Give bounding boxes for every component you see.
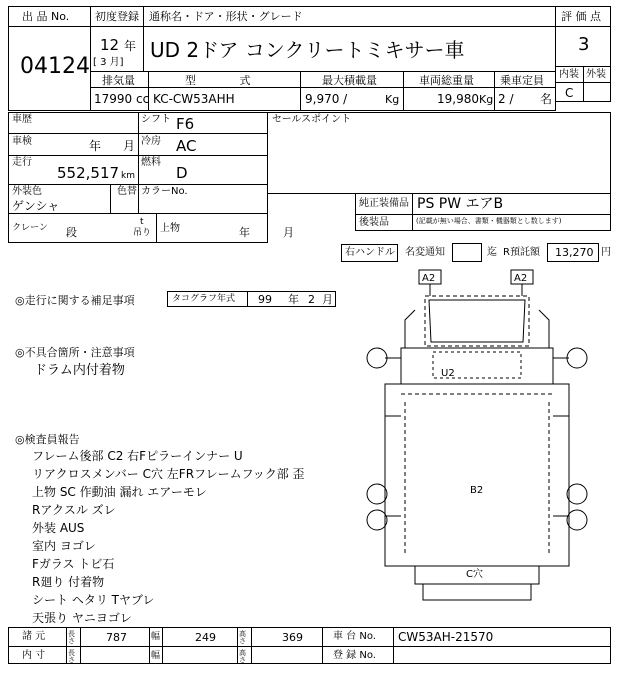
inner-length-label: 長さ <box>68 649 75 665</box>
width-value: 249 <box>195 631 216 644</box>
inspection-month-unit: 月 <box>123 139 136 153</box>
first-reg-month: [ 3 月] <box>93 57 124 68</box>
ac-label: 冷房 <box>141 136 161 147</box>
chassis-label: 車 台 No. <box>333 631 376 642</box>
inspector-line: 天張り ヤニヨゴレ <box>32 611 132 625</box>
inner-width-label: 幅 <box>151 651 161 661</box>
length-value: 787 <box>106 631 127 644</box>
eval-score: 3 <box>578 34 590 55</box>
load-month-unit: 月 <box>283 226 294 239</box>
inspector-line: 外装 AUS <box>32 521 85 535</box>
first-reg-year: 12 <box>100 36 120 54</box>
aftermarket-note: (記載が無い場合、書類・機器類とし数します) <box>416 217 562 225</box>
capacity-label: 乗車定員 <box>500 74 544 87</box>
defect-line: ドラム内付着物 <box>34 363 125 378</box>
recycle-label: R預託額 <box>503 247 540 258</box>
capacity-unit: 名 <box>540 92 553 106</box>
mileage-unit: km <box>121 171 135 181</box>
sales-point-label: セールスポイント <box>272 114 352 125</box>
inspector-line: フレーム後部 C2 右Fピラーインナー U <box>32 449 243 463</box>
meter-change-box <box>452 243 482 262</box>
disp-label: 排気量 <box>102 74 135 87</box>
inspector-title: ◎検査員報告 <box>15 433 80 446</box>
height-value: 369 <box>282 631 303 644</box>
inner-dim-label: 内 寸 <box>22 650 46 661</box>
crane-dan: 段 <box>66 226 77 239</box>
height-label: 高さ <box>239 630 246 646</box>
vehicle-name: UD 2ドア コンクリートミキサー車 <box>150 38 465 62</box>
mileage-label: 走行 <box>12 157 32 168</box>
load-year-unit: 年 <box>239 226 250 239</box>
inspector-line: リアクロスメンバー C穴 左FRフレームフック部 歪 <box>32 467 305 481</box>
gvw: 19,980 <box>437 92 479 106</box>
interior-grade: C <box>565 86 574 100</box>
chassis-number: CW53AH-21570 <box>398 630 494 644</box>
load-label: 上物 <box>160 223 180 234</box>
a2-right-label: A2 <box>514 273 528 284</box>
inspector-line: シート ヘタリ Tヤブレ <box>32 593 155 607</box>
width-label: 幅 <box>151 632 161 642</box>
shift-label: シフト <box>141 114 171 125</box>
color-label: 外装色 <box>12 186 42 197</box>
tacho-month: 2 <box>308 293 315 306</box>
capacity: 2 / <box>498 92 514 106</box>
inspection-year-unit: 年 <box>89 139 102 153</box>
ac-value: AC <box>176 137 197 155</box>
lot-number: 04124 <box>20 54 90 79</box>
maxload-label: 最大積載量 <box>322 74 377 87</box>
a2-left-label: A2 <box>422 273 436 284</box>
model-code: KC-CW53AHH <box>153 92 235 106</box>
b2-label: B2 <box>470 485 484 496</box>
tacho-year: 99 <box>258 293 272 306</box>
length-label: 長さ <box>68 630 75 646</box>
fuel-label: 燃料 <box>141 157 161 168</box>
first-reg-label: 初度登録 <box>95 10 139 23</box>
crane-t: t <box>140 217 144 227</box>
genuine-value: PS PW エアB <box>417 196 504 212</box>
inspector-line: 上物 SC 作動油 漏れ エアーモレ <box>32 485 207 499</box>
interior-label: 内装 <box>559 69 579 80</box>
color-value: ゲンシャ <box>12 199 60 213</box>
history-label: 車歴 <box>12 114 32 125</box>
meter-change-label: 名変通知 <box>405 247 445 258</box>
genuine-label: 純正装備品 <box>359 198 409 209</box>
u2-label: U2 <box>441 368 455 379</box>
mileage-value: 552,517 <box>57 164 120 182</box>
crane-label: クレーン <box>12 223 48 233</box>
max-load: 9,970 / <box>305 92 348 106</box>
tachograph-label: タコグラフ年式 <box>172 294 236 304</box>
inner-height-label: 高さ <box>239 649 246 665</box>
defects-title: ◎不具合箇所・注意事項 <box>15 346 135 359</box>
inspector-line: 室内 ヨゴレ <box>32 539 96 553</box>
mileage-flag: 迄 <box>487 247 497 258</box>
color-change-label: 色替 <box>117 186 137 197</box>
color-no-label: カラーNo. <box>141 186 188 197</box>
c-hole-label: C穴 <box>466 569 483 580</box>
tacho-month-unit: 月 <box>322 293 333 306</box>
shogen-label: 諸 元 <box>22 631 46 642</box>
name-label: 通称名・ドア・形状・グレード <box>149 10 303 23</box>
recycle-fee: 13,270 <box>555 246 594 259</box>
inspector-line: Rアクスル ズレ <box>32 503 116 517</box>
lot-number-label: 出 品 No. <box>22 10 70 23</box>
registration-label: 登 録 No. <box>333 650 376 661</box>
gvw-unit: Kg <box>479 93 494 106</box>
aftermarket-label: 後装品 <box>359 217 389 228</box>
rhd-flag: 右ハンドル <box>345 247 395 258</box>
inspector-line: Fガラス トビ石 <box>32 557 115 571</box>
truck-diagram <box>355 266 605 626</box>
fuel-value: D <box>176 164 188 182</box>
first-reg-year-unit: 年 <box>124 39 137 53</box>
shift-value: F6 <box>176 115 195 133</box>
displacement: 17990 cc <box>94 92 150 106</box>
tacho-year-unit: 年 <box>288 293 299 306</box>
driving-notes-title: ◎走行に関する補足事項 <box>15 294 135 307</box>
crane-tsuri: 吊り <box>133 228 152 238</box>
inspector-line: R廻り 付着物 <box>32 575 105 589</box>
eval-label: 評 価 点 <box>561 10 601 23</box>
model-label: 型 式 <box>185 74 251 87</box>
recycle-yen: 円 <box>601 247 611 258</box>
max-load-unit: Kg <box>385 93 400 106</box>
inspection-label: 車検 <box>12 136 32 147</box>
gvw-label: 車両総重量 <box>419 74 474 87</box>
exterior-label: 外装 <box>586 69 606 80</box>
